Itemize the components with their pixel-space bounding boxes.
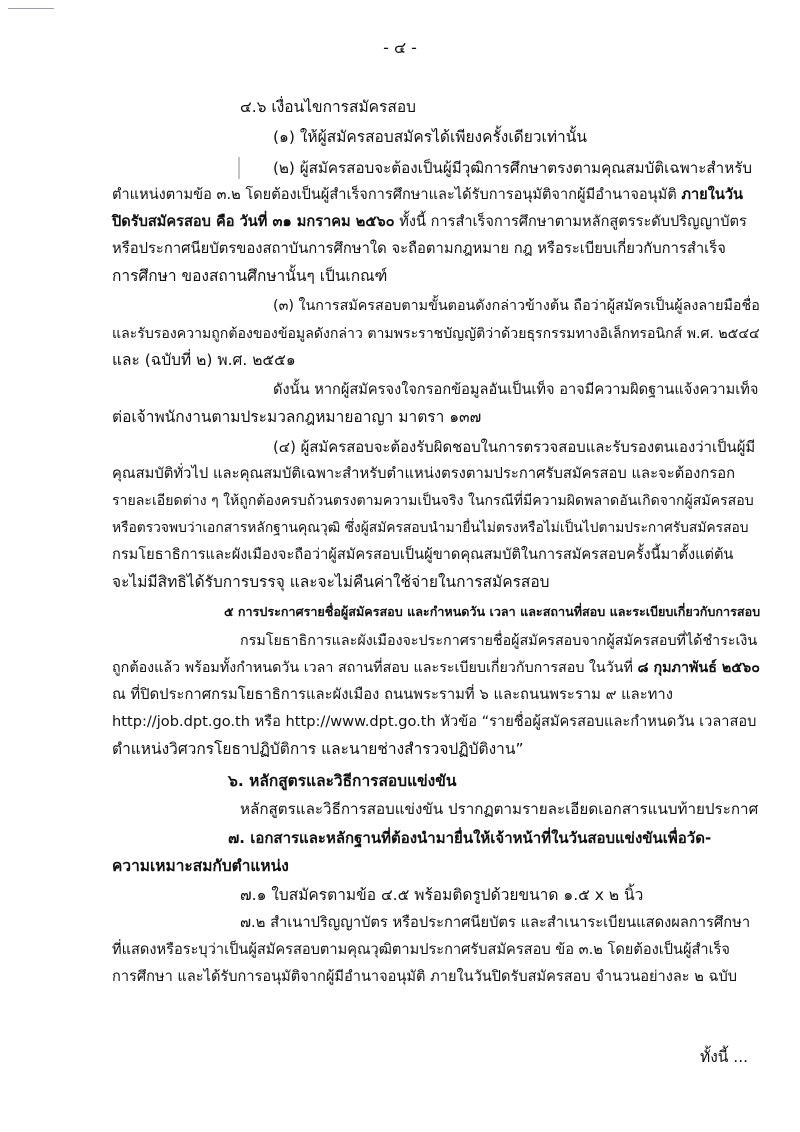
line-4-6-1: (๑) ให้ผู้สมัครสอบสมัครได้เพียงครั้งเดียวเท่านั้น xyxy=(273,128,587,146)
line-details: รายละเอียดต่าง ๆ ให้ถูกต้องครบถ้วนตรงตามความเป็นจริง ในกรณีที่มีความผิดพลาดอันเกิดจากผู้สมัครสอบ xyxy=(112,493,754,509)
page-number: - ๔ - xyxy=(383,38,417,57)
section-6-heading: ๖. หลักสูตรและวิธีการสอบแข่งขัน xyxy=(228,772,457,790)
line-announce-date: ถูกต้องแล้ว พร้อมทั้งกำหนดวัน เวลา สถานที่สอบ และระเบียบเกี่ยวกับการสอบ ในวันที่ ๘ กุมภาพันธ์ ๒๕๖๐ xyxy=(112,660,760,676)
line-no-refund: จะไม่มีสิทธิได้รับการบรรจุ และจะไม่คืนค่าใช้จ่ายในการสมัครสอบ xyxy=(112,573,550,591)
section-7-heading-cont: ความเหมาะสมกับตำแหน่ง xyxy=(112,857,289,875)
line-therefore: ดังนั้น หากผู้สมัครจงใจกรอกข้อมูลอันเป็นเท็จ อาจมีความผิดฐานแจ้งความเท็จ xyxy=(273,381,759,398)
margin-mark xyxy=(238,157,240,179)
line-urls: http://job.dpt.go.th หรือ http://www.dpt.go.th หัวข้อ “รายชื่อผู้สมัครสอบและกำหนดวัน เวลาสอบ xyxy=(112,713,757,730)
line-position: ตำแหน่งตามข้อ ๓.๒ โดยต้องเป็นผู้สำเร็จการศึกษาและได้รับการอนุมัติจากผู้มีอำนาจอนุมัติ ภายในวัน xyxy=(112,186,743,203)
line-criteria: การศึกษา ของสถานศึกษานั้นๆ เป็นเกณฑ์ xyxy=(112,267,388,285)
line-curriculum: หลักสูตรและวิธีการสอบแข่งขัน ปรากฏตามรายละเอียดเอกสารแนบท้ายประกาศ xyxy=(240,800,759,818)
continuation-note: ทั้งนี้ ... xyxy=(700,1048,749,1066)
line-amendment: และ (ฉบับที่ ๒) พ.ศ. ๒๕๕๑ xyxy=(112,351,296,369)
line-close-date: ปิดรับสมัครสอบ คือ วันที่ ๓๑ มกราคม ๒๕๖๐ ทั้งนี้ การสำเร็จการศึกษาตามหลักสูตรระดับปริญญาบัตร xyxy=(112,213,747,230)
line-qualification: คุณสมบัติทั่วไป และคุณสมบัติเฉพาะสำหรับตำแหน่งตรงตามประกาศรับสมัครสอบ และจะต้องกรอก xyxy=(112,465,736,482)
line-board: ณ ที่ปิดประกาศกรมโยธาธิการและผังเมือง ถนนพระรามที่ ๖ และถนนพระราม ๙ และทาง xyxy=(112,686,673,703)
line-certify: และรับรองความถูกต้องของข้อมูลดังกล่าว ตามพระราชบัญญัติว่าด้วยธุรกรรมทางอิเล็กทรอนิกส์ พ.ศ. ๒๕๔๔ xyxy=(112,326,760,342)
line-disqualify: กรมโยธาธิการและผังเมืองจะถือว่าผู้สมัครสอบเป็นผู้ขาดคุณสมบัติในการสมัครสอบครั้งนี้มาตั้งแต่ต้น xyxy=(112,546,734,563)
line-penalty: ต่อเจ้าพนักงานตามประมวลกฎหมายอาญา มาตรา ๑๓๗ xyxy=(112,408,482,426)
header-rule xyxy=(8,8,54,9)
line-7-2: ๗.๒ สำเนาปริญญาบัตร หรือประกาศนียบัตร และสำเนาระเบียนแสดงผลการศึกษา xyxy=(240,914,751,931)
section-7-heading: ๗. เอกสารและหลักฐานที่ต้องนำมายื่นให้เจ้าหน้าที่ในวันสอบแข่งขันเพื่อวัด- xyxy=(228,829,712,847)
line-certificate: หรือประกาศนียบัตรของสถาบันการศึกษาใด จะถือตามกฎหมาย กฎ หรือระเบียบเกี่ยวกับการสำเร็จ xyxy=(112,240,726,257)
line-4-6-2: (๒) ผู้สมัครสอบจะต้องเป็นผู้มีวุฒิการศึกษาตรงตามคุณสมบัติเฉพาะสำหรับ xyxy=(273,159,753,177)
section-5-heading: ๕ การประกาศรายชื่อผู้สมัครสอบ และกำหนดวัน เวลา และสถานที่สอบ และระเบียบเกี่ยวกับการสอบ xyxy=(224,604,761,619)
line-4-6: ๔.๖ เงื่อนไขการสมัครสอบ xyxy=(240,98,416,116)
line-documents: หรือตรวจพบว่าเอกสารหลักฐานคุณวุฒิ ซึ่งผู้สมัครสอบนำมายื่นไม่ตรงหรือไม่เป็นไปตามประกาศรับสมัครสอบ xyxy=(112,520,749,536)
line-4-6-3: (๓) ในการสมัครสอบตามขั้นตอนดังกล่าวข้างต้น ถือว่าผู้สมัครเป็นผู้ลงลายมือชื่อ xyxy=(273,298,760,314)
line-7-1: ๗.๑ ใบสมัครตามข้อ ๔.๕ พร้อมติดรูปด้วยขนาด ๑.๕ x ๒ นิ้ว xyxy=(240,886,644,904)
line-7-2-cont: ที่แสดงหรือระบุว่าเป็นผู้สมัครสอบตามคุณวุฒิตามประกาศรับสมัครสอบ ข้อ ๓.๒ โดยต้องเป็นผู้สำเร็จ xyxy=(112,941,730,958)
line-4-6-4: (๔) ผู้สมัครสอบจะต้องรับผิดชอบในการตรวจสอบและรับรองตนเองว่าเป็นผู้มี xyxy=(273,438,756,456)
line-positions: ตำแหน่งวิศวกรโยธาปฏิบัติการ และนายช่างสำรวจปฏิบัติงาน” xyxy=(112,740,524,758)
line-announce: กรมโยธาธิการและผังเมืองจะประกาศรายชื่อผู้สมัครสอบจากผู้สมัครสอบที่ได้ชำระเงิน xyxy=(240,633,758,649)
line-7-2-end: การศึกษา และได้รับการอนุมัติจากผู้มีอำนาจอนุมัติ ภายในวันปิดรับสมัครสอบ จำนวนอย่างละ ๒ ฉบับ xyxy=(112,968,738,985)
